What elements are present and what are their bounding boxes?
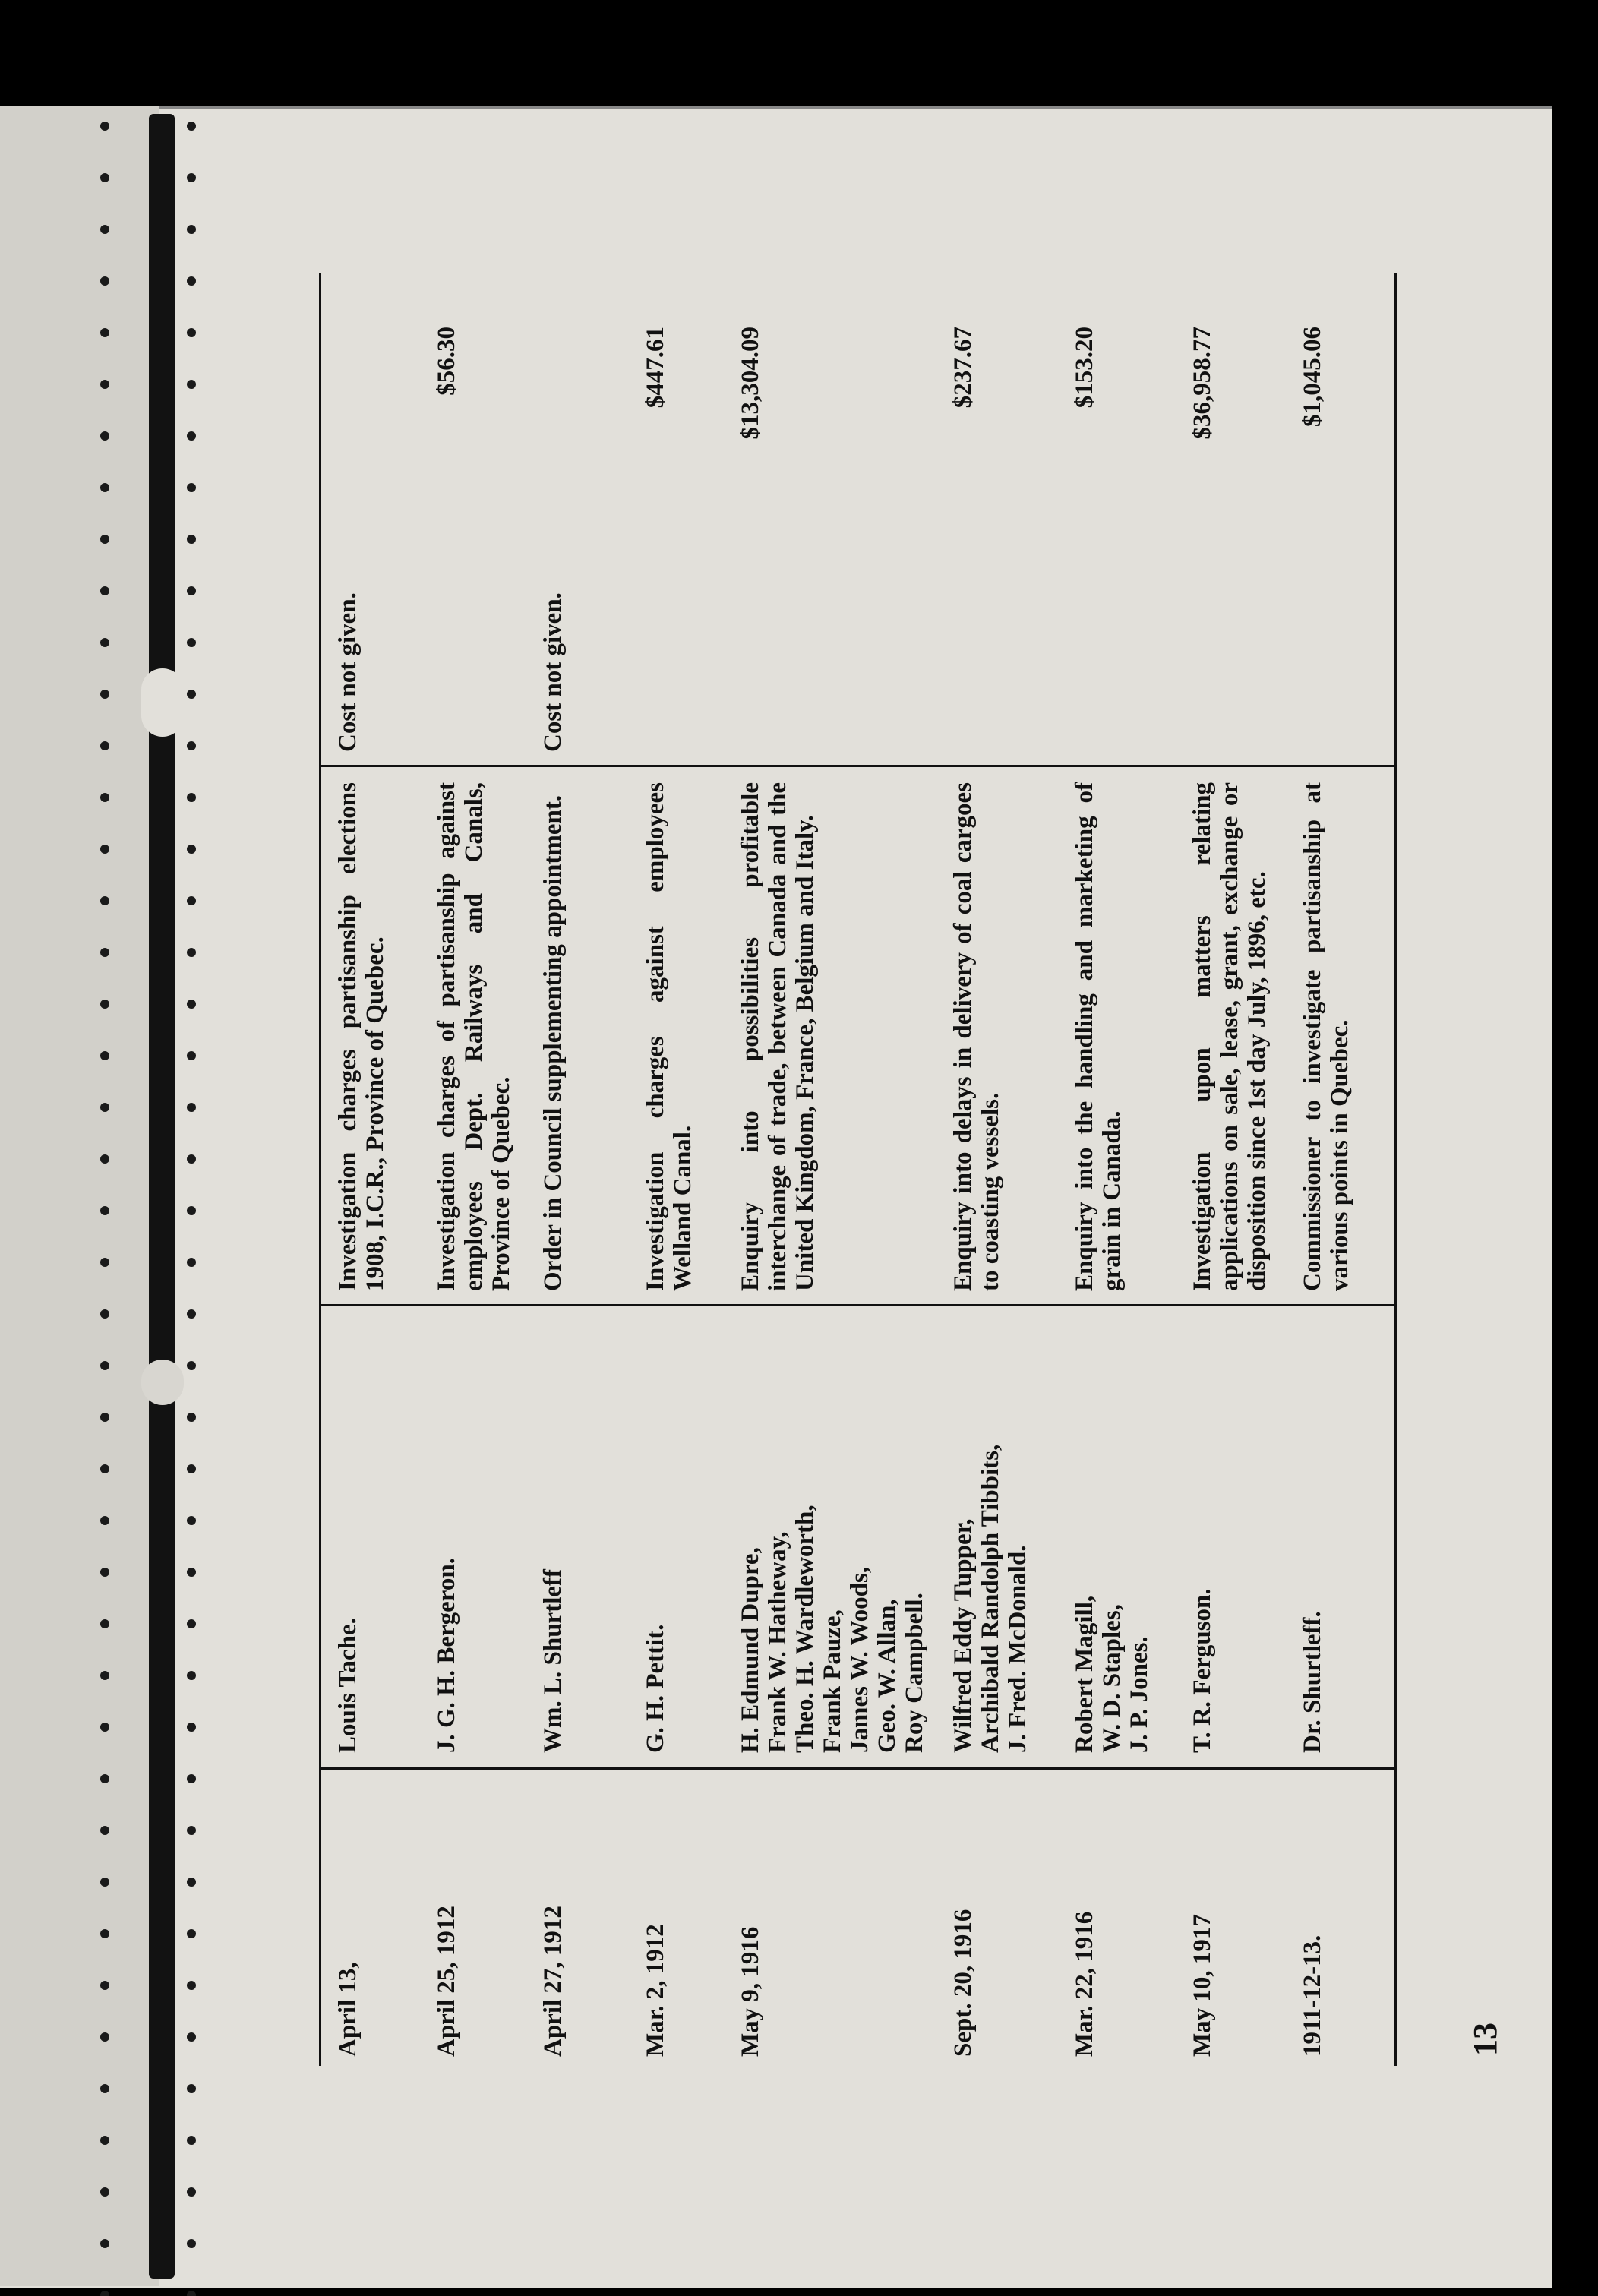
commissioner-name: T. R. Ferguson. [1189, 1588, 1216, 1753]
stitch-hole [100, 2239, 109, 2248]
stitch-hole [100, 948, 109, 957]
stitch-hole [100, 1619, 109, 1628]
commissioner-name: Theo. H. Wardleworth, [791, 1505, 819, 1753]
commissioner-name: G. H. Pettit. [642, 1624, 669, 1753]
stitch-hole [187, 2084, 196, 2093]
stitch-hole [100, 225, 109, 234]
stitch-hole [100, 1568, 109, 1577]
stitch-hole [100, 1671, 109, 1680]
cost-note: Cost not given. [334, 592, 362, 752]
page-number: 13 [1467, 2023, 1504, 2056]
commission-purpose: Investigation charges partisanship elections 1908, I.C.R., Province of Quebec. [334, 782, 389, 1291]
commissioner-name: Wilfred Eddy Tupper, [949, 1518, 977, 1753]
stitch-hole [187, 2136, 196, 2145]
commissioner-names [539, 1312, 567, 1753]
commission-cost [642, 281, 669, 752]
commissioner-name: Robert Magill, [1071, 1595, 1098, 1753]
stitch-hole [187, 1516, 196, 1525]
stitch-hole [187, 1929, 196, 1938]
cost-amount: $237.67 [949, 327, 977, 409]
stitch-hole [187, 328, 196, 337]
stitch-hole [187, 2187, 196, 2197]
table-bottom-rule [1394, 273, 1397, 2066]
commissioner-name: J. Fred. McDonald. [1004, 1545, 1031, 1753]
stitch-hole [100, 122, 109, 131]
commission-purpose: Enquiry into possibilities profitable interchange of trade, between Canada and the United Kingdom, France, Belgium and Italy. [737, 782, 819, 1291]
stitch-hole [187, 225, 196, 234]
stitch-hole [100, 1464, 109, 1473]
commission-purpose: Enquiry into the handling and marketing of grain in Canada. [1071, 782, 1126, 1291]
commission-cost [334, 281, 362, 752]
binding-tear [141, 1360, 184, 1405]
commission-purpose: Investigation charges against employees Welland Canal. [642, 782, 696, 1291]
stitch-hole [187, 1464, 196, 1473]
stitch-hole [187, 535, 196, 544]
stitch-hole [100, 1723, 109, 1732]
scan-border [1552, 0, 1598, 2296]
stitch-hole [187, 1051, 196, 1060]
stitch-hole [187, 1154, 196, 1164]
stitch-hole [100, 1258, 109, 1267]
stitch-hole [187, 2291, 196, 2296]
stitch-hole [100, 2084, 109, 2093]
stitch-hole [187, 741, 196, 750]
cost-amount: $153.20 [1071, 327, 1098, 409]
stitch-hole [187, 948, 196, 957]
appointment-date: Mar. 2, 1912 [642, 1924, 669, 2057]
stitch-hole [187, 173, 196, 182]
binding-spine [149, 114, 175, 2279]
stitch-hole [187, 690, 196, 699]
stitch-hole [187, 2239, 196, 2248]
commissioner-names [1071, 1312, 1153, 1753]
stitch-hole [187, 276, 196, 286]
commissioner-name: W. D. Staples, [1098, 1604, 1126, 1753]
commission-purpose: Investigation charges of partisanship against employees Dept. Railways and Canals, Province of Quebec. [433, 782, 515, 1291]
stitch-hole [100, 793, 109, 802]
stitch-hole [187, 1826, 196, 1835]
stitch-hole [100, 1103, 109, 1112]
commissioner-name: Frank Pauze, [819, 1609, 846, 1753]
column-rule [319, 1767, 1396, 1770]
commissioner-name: James W. Woods, [846, 1566, 873, 1753]
stitch-hole [187, 1981, 196, 1990]
stitch-hole [100, 483, 109, 492]
appointment-date: April 13, [334, 1962, 362, 2057]
commissioner-name: Dr. Shurtleff. [1299, 1611, 1326, 1753]
cost-amount: $36,958.77 [1189, 327, 1216, 440]
commission-purpose: Order in Council supplementing appointment. [539, 794, 567, 1291]
stitch-hole [100, 690, 109, 699]
commission-purpose: Enquiry into delays in delivery of coal cargoes to coasting vessels. [949, 782, 1004, 1291]
stitch-hole [100, 1826, 109, 1835]
stitch-hole [187, 1619, 196, 1628]
stitch-hole [187, 1206, 196, 1215]
stitch-hole [100, 1361, 109, 1370]
commission-cost [1071, 281, 1098, 752]
stitch-hole [187, 431, 196, 441]
stitch-hole [187, 122, 196, 131]
stitch-hole [100, 1981, 109, 1990]
stitch-hole [100, 1206, 109, 1215]
commissioner-name: Wm. L. Shurtleff [539, 1569, 567, 1753]
stitch-hole [187, 896, 196, 905]
stitch-hole [187, 586, 196, 595]
appointment-date: April 27, 1912 [539, 1906, 567, 2057]
commissioner-names [642, 1312, 669, 1753]
stitch-hole [100, 1878, 109, 1887]
commissioner-names [334, 1312, 362, 1753]
appointment-date: Mar. 22, 1916 [1071, 1911, 1098, 2057]
stitch-hole [100, 1309, 109, 1319]
commission-cost [1299, 281, 1326, 752]
stitch-holes [185, 122, 197, 2279]
stitch-hole [100, 173, 109, 182]
commission-cost [433, 281, 460, 752]
stitch-hole [100, 1051, 109, 1060]
stitch-hole [100, 276, 109, 286]
stitch-hole [187, 1671, 196, 1680]
stitch-hole [100, 896, 109, 905]
commissioner-name: Louis Tache. [334, 1618, 362, 1753]
column-rule [319, 1304, 1396, 1306]
appointment-date: May 10, 1917 [1189, 1914, 1216, 2057]
stitch-hole [187, 1723, 196, 1732]
appointment-date: 1911-12-13. [1299, 1934, 1326, 2057]
stitch-hole [187, 1878, 196, 1887]
stitch-hole [100, 1413, 109, 1422]
stitch-hole [187, 1361, 196, 1370]
stitch-hole [187, 1413, 196, 1422]
stitch-hole [187, 1774, 196, 1783]
stitch-hole [187, 1000, 196, 1009]
stitch-hole [187, 483, 196, 492]
commissioner-name: Roy Campbell. [901, 1593, 928, 1753]
stitch-hole [100, 2032, 109, 2042]
stitch-hole [100, 586, 109, 595]
stitch-hole [100, 1516, 109, 1525]
commissioner-names [737, 1312, 928, 1753]
commission-cost [539, 281, 567, 752]
stitch-hole [100, 431, 109, 441]
commissioner-name: H. Edmund Dupre, [737, 1547, 764, 1753]
stitch-hole [187, 2032, 196, 2042]
stitch-hole [100, 1154, 109, 1164]
cost-amount: $56.30 [433, 327, 460, 396]
commissioner-names [433, 1312, 460, 1753]
stitch-hole [100, 535, 109, 544]
stitch-hole [187, 1103, 196, 1112]
cost-amount: $1,045.06 [1299, 327, 1326, 427]
stitch-hole [100, 1774, 109, 1783]
appointment-date: April 25, 1912 [433, 1906, 460, 2057]
appointment-date: Sept. 20, 1916 [949, 1909, 977, 2057]
table-top-rule [319, 273, 321, 2066]
commissioner-name: Geo. W. Allan, [873, 1599, 901, 1753]
commission-purpose: Investigation upon matters relating applications on sale, lease, grant, exchange or disposition since 1st day July, 1896, etc. [1189, 782, 1271, 1291]
commission-cost [949, 281, 977, 752]
stitch-hole [100, 380, 109, 389]
stitch-holes [99, 122, 111, 2279]
binding-margin [0, 106, 159, 2286]
cost-note: Cost not given. [539, 592, 567, 752]
stitch-hole [100, 1929, 109, 1938]
stitch-hole [100, 741, 109, 750]
stitch-hole [100, 638, 109, 647]
stitch-hole [187, 1568, 196, 1577]
commission-purpose: Commissioner to investigate partisanship at various points in Quebec. [1299, 782, 1353, 1291]
stitch-hole [100, 845, 109, 854]
commissioner-name: Archibald Randolph Tibbits, [977, 1444, 1004, 1753]
commissioner-names [1189, 1312, 1216, 1753]
stitch-hole [187, 1258, 196, 1267]
rotated-table-page [319, 273, 1504, 2066]
commissioner-names [949, 1312, 1031, 1753]
stitch-hole [187, 793, 196, 802]
commissioner-name: Frank W. Hatheway, [764, 1531, 791, 1753]
commission-cost [737, 281, 764, 752]
stitch-hole [187, 845, 196, 854]
stitch-hole [100, 1000, 109, 1009]
stitch-hole [187, 638, 196, 647]
commission-cost [1189, 281, 1216, 752]
stitch-hole [187, 380, 196, 389]
binding-tear [141, 668, 184, 737]
commissioner-names [1299, 1312, 1326, 1753]
stitch-hole [100, 2291, 109, 2296]
cost-amount: $447.61 [642, 327, 669, 409]
commissioner-name: J. P. Jones. [1126, 1636, 1153, 1753]
column-rule [319, 765, 1396, 767]
cost-amount: $13,304.09 [737, 327, 764, 440]
stitch-hole [100, 2187, 109, 2197]
stitch-hole [100, 328, 109, 337]
stitch-hole [100, 2136, 109, 2145]
appointment-date: May 9, 1916 [737, 1926, 764, 2057]
commissioner-name: J. G. H. Bergeron. [433, 1558, 460, 1753]
stitch-hole [187, 1309, 196, 1319]
